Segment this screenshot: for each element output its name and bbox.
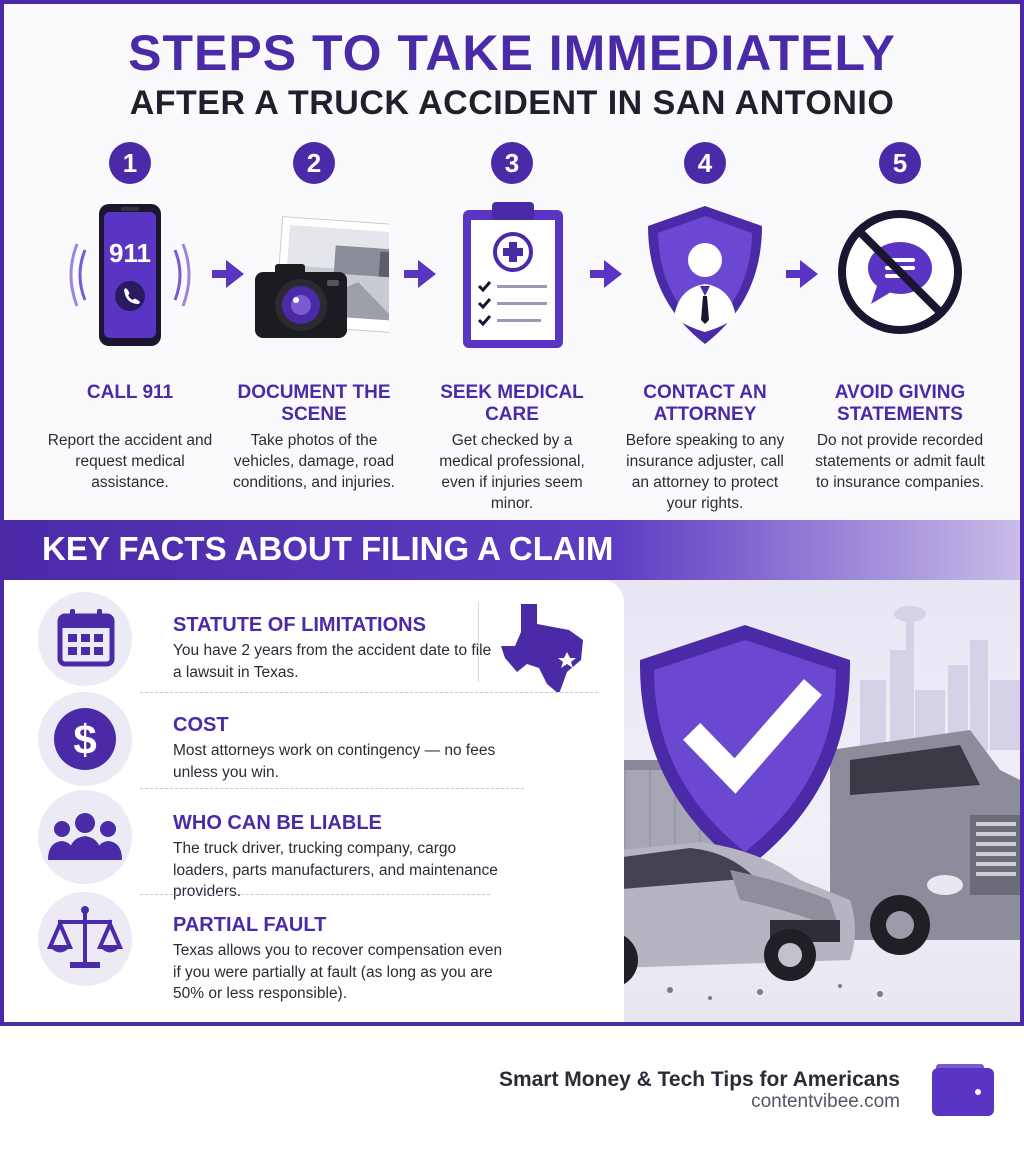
step-number: 5: [879, 142, 921, 184]
step-title: DOCUMENT THE SCENE: [237, 382, 391, 425]
step-title: SEEK MEDICAL CARE: [440, 382, 584, 425]
step-3: [417, 142, 607, 514]
step-description: Report the accident and request medical assistance.: [47, 432, 213, 491]
facts-header-band: [4, 520, 1020, 580]
wallet-logo-icon: [932, 1062, 994, 1116]
step-2: [219, 142, 409, 493]
footer-tagline: Smart Money & Tech Tips for Americans: [498, 1068, 900, 1091]
step-1: [35, 142, 225, 493]
calendar-icon: [38, 592, 132, 686]
step-title: AVOID GIVING STATEMENTS: [834, 382, 966, 425]
dollar-icon: [38, 692, 132, 786]
camera-icon: [239, 200, 389, 350]
divider: [140, 894, 490, 895]
divider: [140, 788, 524, 789]
page-subtitle: AFTER A TRUCK ACCIDENT IN SAN ANTONIO: [129, 84, 895, 122]
phone-icon: [55, 200, 205, 350]
step-number: 2: [293, 142, 335, 184]
footer-site[interactable]: contentvibee.com: [751, 1091, 900, 1112]
fact-title: COST: [173, 714, 229, 736]
fact-description: The truck driver, trucking company, cargo loaders, parts manufacturers, and maintenance providers.: [173, 840, 498, 900]
step-number: 1: [109, 142, 151, 184]
step-description: Get checked by a medical professional, even if injuries seem minor.: [439, 432, 585, 512]
fact-title: WHO CAN BE LIABLE: [173, 812, 382, 834]
step-5: [805, 142, 995, 493]
fact-description: You have 2 years from the accident date to file a lawsuit in Texas.: [173, 642, 492, 681]
step-description: Take photos of the vehicles, damage, road conditions, and injuries.: [233, 432, 395, 491]
divider: [140, 692, 598, 693]
attorney-shield-icon: [630, 200, 780, 350]
step-number: 4: [684, 142, 726, 184]
fact-title: PARTIAL FAULT: [173, 914, 327, 936]
texas-map-icon: [478, 602, 598, 682]
step-title: CALL 911: [86, 382, 174, 403]
no-speech-icon: [825, 200, 975, 350]
scales-icon: [38, 892, 132, 986]
step-title: CONTACT AN ATTORNEY: [643, 382, 767, 425]
step-description: Do not provide recorded statements or admit fault to insurance companies.: [815, 432, 985, 491]
clipboard-icon: [437, 200, 587, 350]
page-title: STEPS TO TAKE IMMEDIATELY: [128, 25, 896, 81]
svg-text:$: $: [73, 716, 97, 763]
step-4: [610, 142, 800, 514]
fact-description: Most attorneys work on contingency — no fees unless you win.: [173, 742, 496, 781]
facts-heading: KEY FACTS ABOUT FILING A CLAIM: [42, 530, 614, 567]
phone-screen-text: 911: [109, 238, 151, 268]
step-description: Before speaking to any insurance adjuster, call an attorney to protect your rights.: [625, 432, 785, 512]
people-icon: [38, 790, 132, 884]
step-number: 3: [491, 142, 533, 184]
fact-description: Texas allows you to recover compensation even if you were partially at fault (as long as you are 50% or less responsible).: [173, 942, 503, 1002]
fact-title: STATUTE OF LIMITATIONS: [173, 614, 426, 636]
